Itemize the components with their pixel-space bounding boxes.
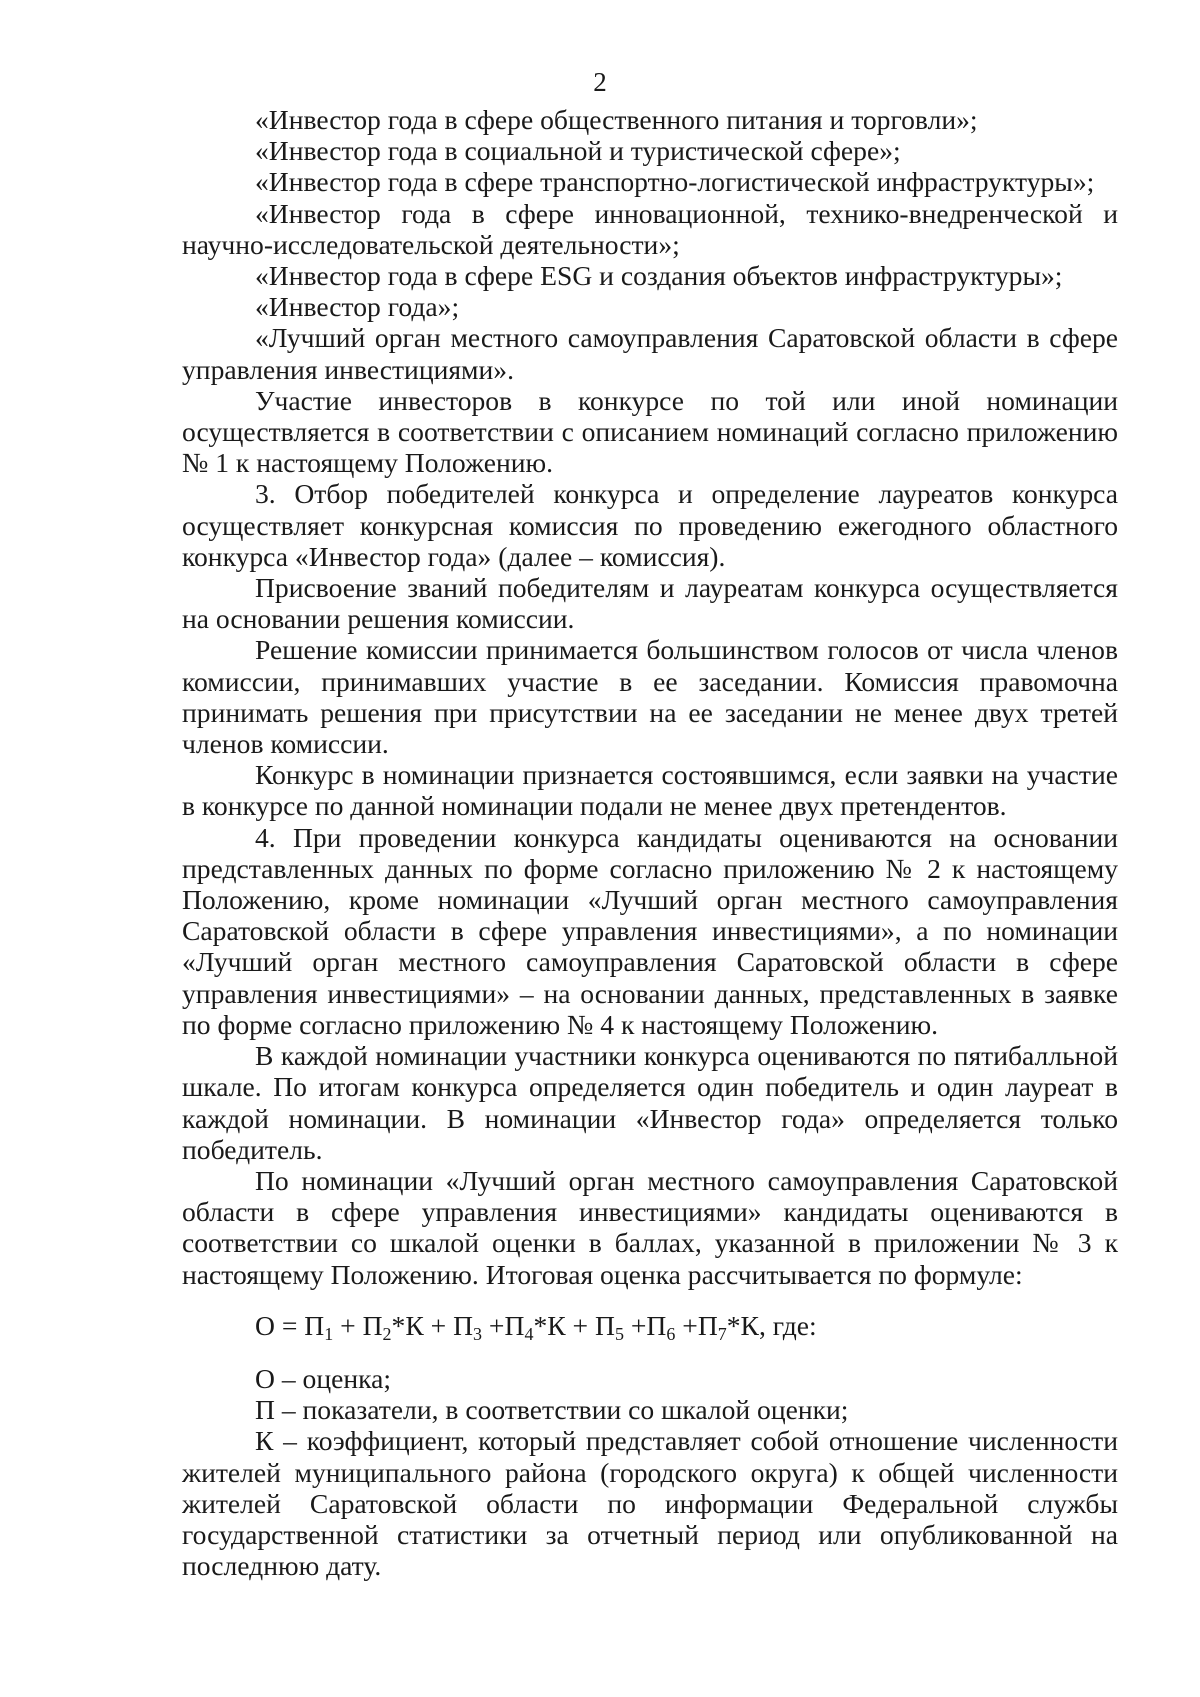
formula-term-4: $П_4*К$ + [504,1309,595,1344]
paragraph: 4. При проведении конкурса кандидаты оцениваются на основании представленных данных по форме согласно приложению № 2 к настоящему Положению, кроме номинации «Лучший орган местного самоуправления Саратовской области в сфере управления инвестициями», а по номинации «Лучший орган местного самоуправления Саратовской области в сфере управления инвестициями» – на основании данных, представленных в заявке по форме согласно приложению № 4 к настоящему Положению. [182,821,1118,1040]
formula-term-2: $П_2*К$ + [362,1309,454,1344]
formula-term-1: $П_1$ + [304,1309,363,1344]
paragraph: «Инвестор года в сфере транспортно-логистической инфраструктуры»; [255,166,1095,198]
definition: П – показатели, в соответствии со шкалой оценки; [255,1394,849,1426]
paragraph: Участие инвесторов в конкурсе по той или иной номинации осуществляется в соответствии с описанием номинаций согласно приложению № 1 к настоящему Положению. [182,384,1118,479]
formula [182,1309,1118,1344]
paragraph: «Инвестор года»; [255,291,460,323]
paragraph: Присвоение званий победителям и лауреатам конкурса осуществляется на основании решения комиссии. [182,572,1118,635]
formula-lhs: О = [255,1309,305,1341]
paragraph: По номинации «Лучший орган местного самоуправления Саратовской области в сфере управления инвестициями» кандидаты оцениваются в соответствии со шкалой оценки в баллах, указанной в приложении № 3 к настоящему Положению. Итоговая оценка рассчитывается по формуле: [182,1164,1118,1290]
page-number: 2 [593,67,607,97]
document-body [182,104,1118,1581]
formula-term-6: $П_6$ + [646,1309,698,1344]
paragraph: «Инвестор года в сфере инновационной, технико-внедренческой и научно-исследовательской деятельности»; [182,197,1118,260]
paragraph: «Лучший орган местного самоуправления Саратовской области в сфере управления инвестициями». [182,322,1118,385]
formula-term-3: $П_3$ + [453,1309,505,1344]
paragraph: Решение комиссии принимается большинством голосов от числа членов комиссии, принимавших участие в ее заседании. Комиссия правомочна принимать решения при присутствии на ее заседании не менее двух третей членов комиссии. [182,634,1118,760]
paragraph: В каждой номинации участники конкурса оцениваются по пятибалльной шкале. По итогам конкурса определяется один победитель и один лауреат в каждой номинации. В номинации «Инвестор года» определяется только победитель. [182,1040,1118,1165]
formula-term-5: $П_5$ + [595,1309,647,1344]
paragraph: «Инвестор года в социальной и туристической сфере»; [255,135,901,167]
paragraph: Конкурс в номинации признается состоявшимся, если заявки на участие в конкурсе по данной номинации подали не менее двух претендентов. [182,759,1118,822]
formula-term-7: $П_7*К$, где: [697,1309,817,1344]
definition: К – коэффициент, который представляет собой отношение численности жителей муниципального района (городского округа) к общей численности жителей Саратовской области по информации Федеральной службы государственной статистики за отчетный период или опубликованной на последнюю дату. [182,1425,1118,1582]
paragraph: «Инвестор года в сфере общественного питания и торговли»; [255,104,978,135]
paragraph: «Инвестор года в сфере ESG и создания объектов инфраструктуры»; [255,260,1063,292]
definition: О – оценка; [255,1362,392,1394]
paragraph: 3. Отбор победителей конкурса и определение лауреатов конкурса осуществляет конкурсная комиссия по проведению ежегодного областного конкурса «Инвестор года» (далее – комиссия). [182,478,1118,572]
